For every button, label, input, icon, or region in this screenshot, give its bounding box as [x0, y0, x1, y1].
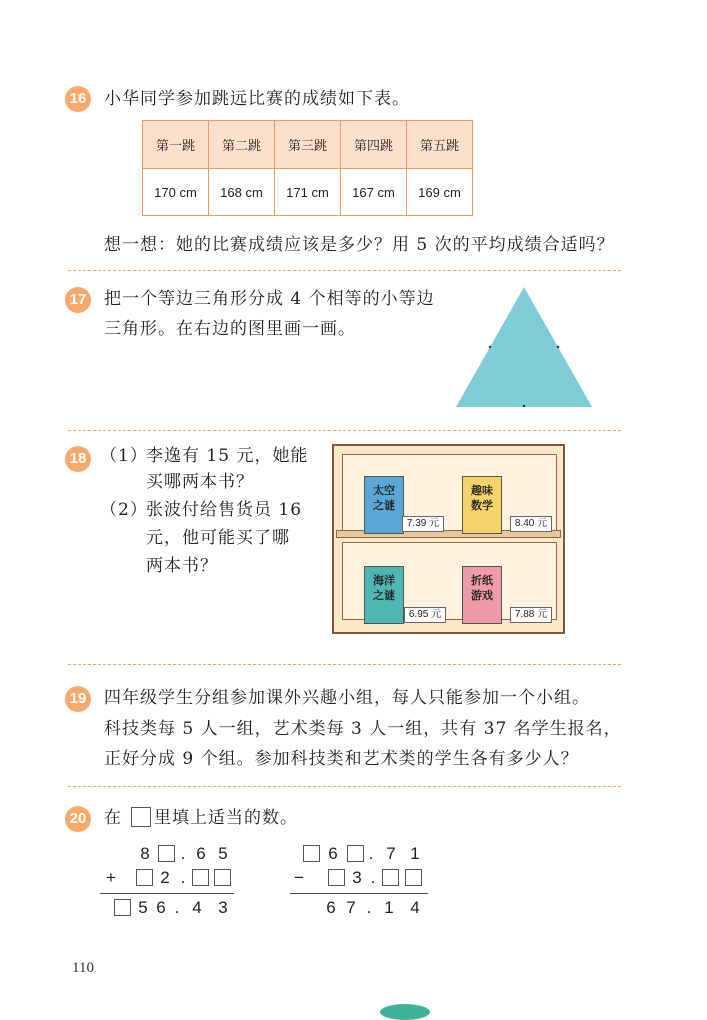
- table-header: 第四跳: [341, 121, 407, 169]
- q17-line1: 把一个等边三角形分成 4 个相等的小等边: [104, 289, 435, 309]
- table-header: 第五跳: [407, 121, 473, 169]
- price-tag: 6.95 元: [404, 607, 446, 623]
- q18-part2-label: （2）: [100, 500, 148, 520]
- digit: .: [180, 844, 186, 863]
- divider: [68, 270, 621, 271]
- bookshelf: [332, 444, 565, 634]
- minus-operator: −: [294, 868, 304, 887]
- digit: 4: [410, 898, 420, 917]
- table-cell: 168 cm: [209, 169, 275, 216]
- jump-score-table: [142, 120, 473, 216]
- q17-line2: 三角形。在右边的图里画一画。: [104, 319, 356, 339]
- blank-box-legend: [131, 807, 151, 827]
- book-space-mystery[interactable]: [364, 476, 404, 534]
- divider: [68, 430, 621, 431]
- book-title: 海洋: [373, 574, 395, 587]
- question-number-17: 17: [65, 287, 91, 313]
- q20-prefix: 在: [104, 808, 122, 828]
- book-title: 之谜: [373, 589, 395, 602]
- q19-line1: 四年级学生分组参加课外兴趣小组，每人只能参加一个小组。: [104, 688, 590, 708]
- digit: .: [368, 844, 374, 863]
- sum-line: [100, 893, 234, 894]
- q18-part1-line2: 买哪两本书？: [146, 472, 254, 492]
- digit: 8: [140, 844, 150, 863]
- q18-part1-label: （1）: [100, 446, 148, 466]
- table-cell: 171 cm: [275, 169, 341, 216]
- digit: 6: [156, 898, 166, 917]
- book-title: 趣味: [471, 484, 493, 497]
- book-origami-game[interactable]: [462, 566, 502, 624]
- book-title: 之谜: [373, 499, 395, 512]
- question-number-19: 19: [65, 686, 91, 712]
- page-number: 110: [72, 960, 94, 976]
- divider: [68, 664, 621, 665]
- digit: .: [370, 868, 376, 887]
- table-cell: 167 cm: [341, 169, 407, 216]
- q16-prompt: 小华同学参加跳远比赛的成绩如下表。: [104, 89, 410, 109]
- book-title: 数学: [471, 499, 493, 512]
- blank-box[interactable]: [303, 845, 320, 862]
- decorative-tab: [380, 1004, 430, 1020]
- question-number-20: 20: [65, 806, 91, 832]
- digit: 5: [138, 898, 148, 917]
- digit: 6: [326, 898, 336, 917]
- digit: 7: [386, 844, 396, 863]
- digit: 6: [328, 844, 338, 863]
- digit: 7: [346, 898, 356, 917]
- question-number-18: 18: [65, 446, 91, 472]
- midpoint-dot: [489, 346, 491, 348]
- table-cell: 170 cm: [143, 169, 209, 216]
- blank-box[interactable]: [136, 869, 153, 886]
- blank-box[interactable]: [114, 899, 131, 916]
- table-header: 第一跳: [143, 121, 209, 169]
- price-tag: 7.88 元: [510, 607, 552, 623]
- question-number-16: 16: [65, 86, 91, 112]
- blank-box[interactable]: [328, 869, 345, 886]
- blank-box[interactable]: [382, 869, 399, 886]
- blank-box[interactable]: [405, 869, 422, 886]
- q20-suffix: 里填上适当的数。: [154, 808, 298, 828]
- midpoint-dot: [557, 346, 559, 348]
- book-title: 游戏: [471, 589, 493, 602]
- digit: 5: [218, 844, 228, 863]
- midpoint-dot: [523, 405, 525, 407]
- price-tag: 7.39 元: [402, 516, 444, 532]
- blank-box[interactable]: [214, 869, 231, 886]
- book-ocean-mystery[interactable]: [364, 566, 404, 624]
- divider: [68, 786, 621, 787]
- book-title: 折纸: [471, 574, 493, 587]
- digit: .: [174, 898, 180, 917]
- q18-part2-line1: 张波付给售货员 16: [146, 500, 303, 520]
- q18-part2-line2: 元，他可能买了哪: [146, 528, 290, 548]
- digit: 2: [160, 868, 170, 887]
- digit: .: [180, 868, 186, 887]
- table-header: 第三跳: [275, 121, 341, 169]
- digit: 1: [384, 898, 394, 917]
- digit: .: [366, 898, 372, 917]
- book-fun-math[interactable]: [462, 476, 502, 534]
- triangle-shape: [456, 287, 592, 407]
- q19-line3: 正好分成 9 个组。参加科技类和艺术类的学生各有多少人？: [104, 749, 579, 769]
- digit: 6: [196, 844, 206, 863]
- digit: 1: [410, 844, 420, 863]
- digit: 3: [352, 868, 362, 887]
- difference-line: [290, 893, 428, 894]
- table-header: 第二跳: [209, 121, 275, 169]
- table-cell: 169 cm: [407, 169, 473, 216]
- q18-part2-line3: 两本书？: [146, 556, 218, 576]
- book-title: 太空: [373, 484, 395, 497]
- blank-box[interactable]: [192, 869, 209, 886]
- digit: 3: [218, 898, 228, 917]
- q19-line2: 科技类每 5 人一组，艺术类每 3 人一组，共有 37 名学生报名，: [104, 719, 622, 739]
- digit: 4: [192, 898, 202, 917]
- q16-question: 想一想：她的比赛成绩应该是多少？用 5 次的平均成绩合适吗？: [104, 235, 615, 255]
- q18-part1-line1: 李逸有 15 元，她能: [146, 446, 309, 466]
- price-tag: 8.40 元: [510, 516, 552, 532]
- plus-operator: +: [106, 868, 116, 887]
- equilateral-triangle[interactable]: [455, 286, 593, 408]
